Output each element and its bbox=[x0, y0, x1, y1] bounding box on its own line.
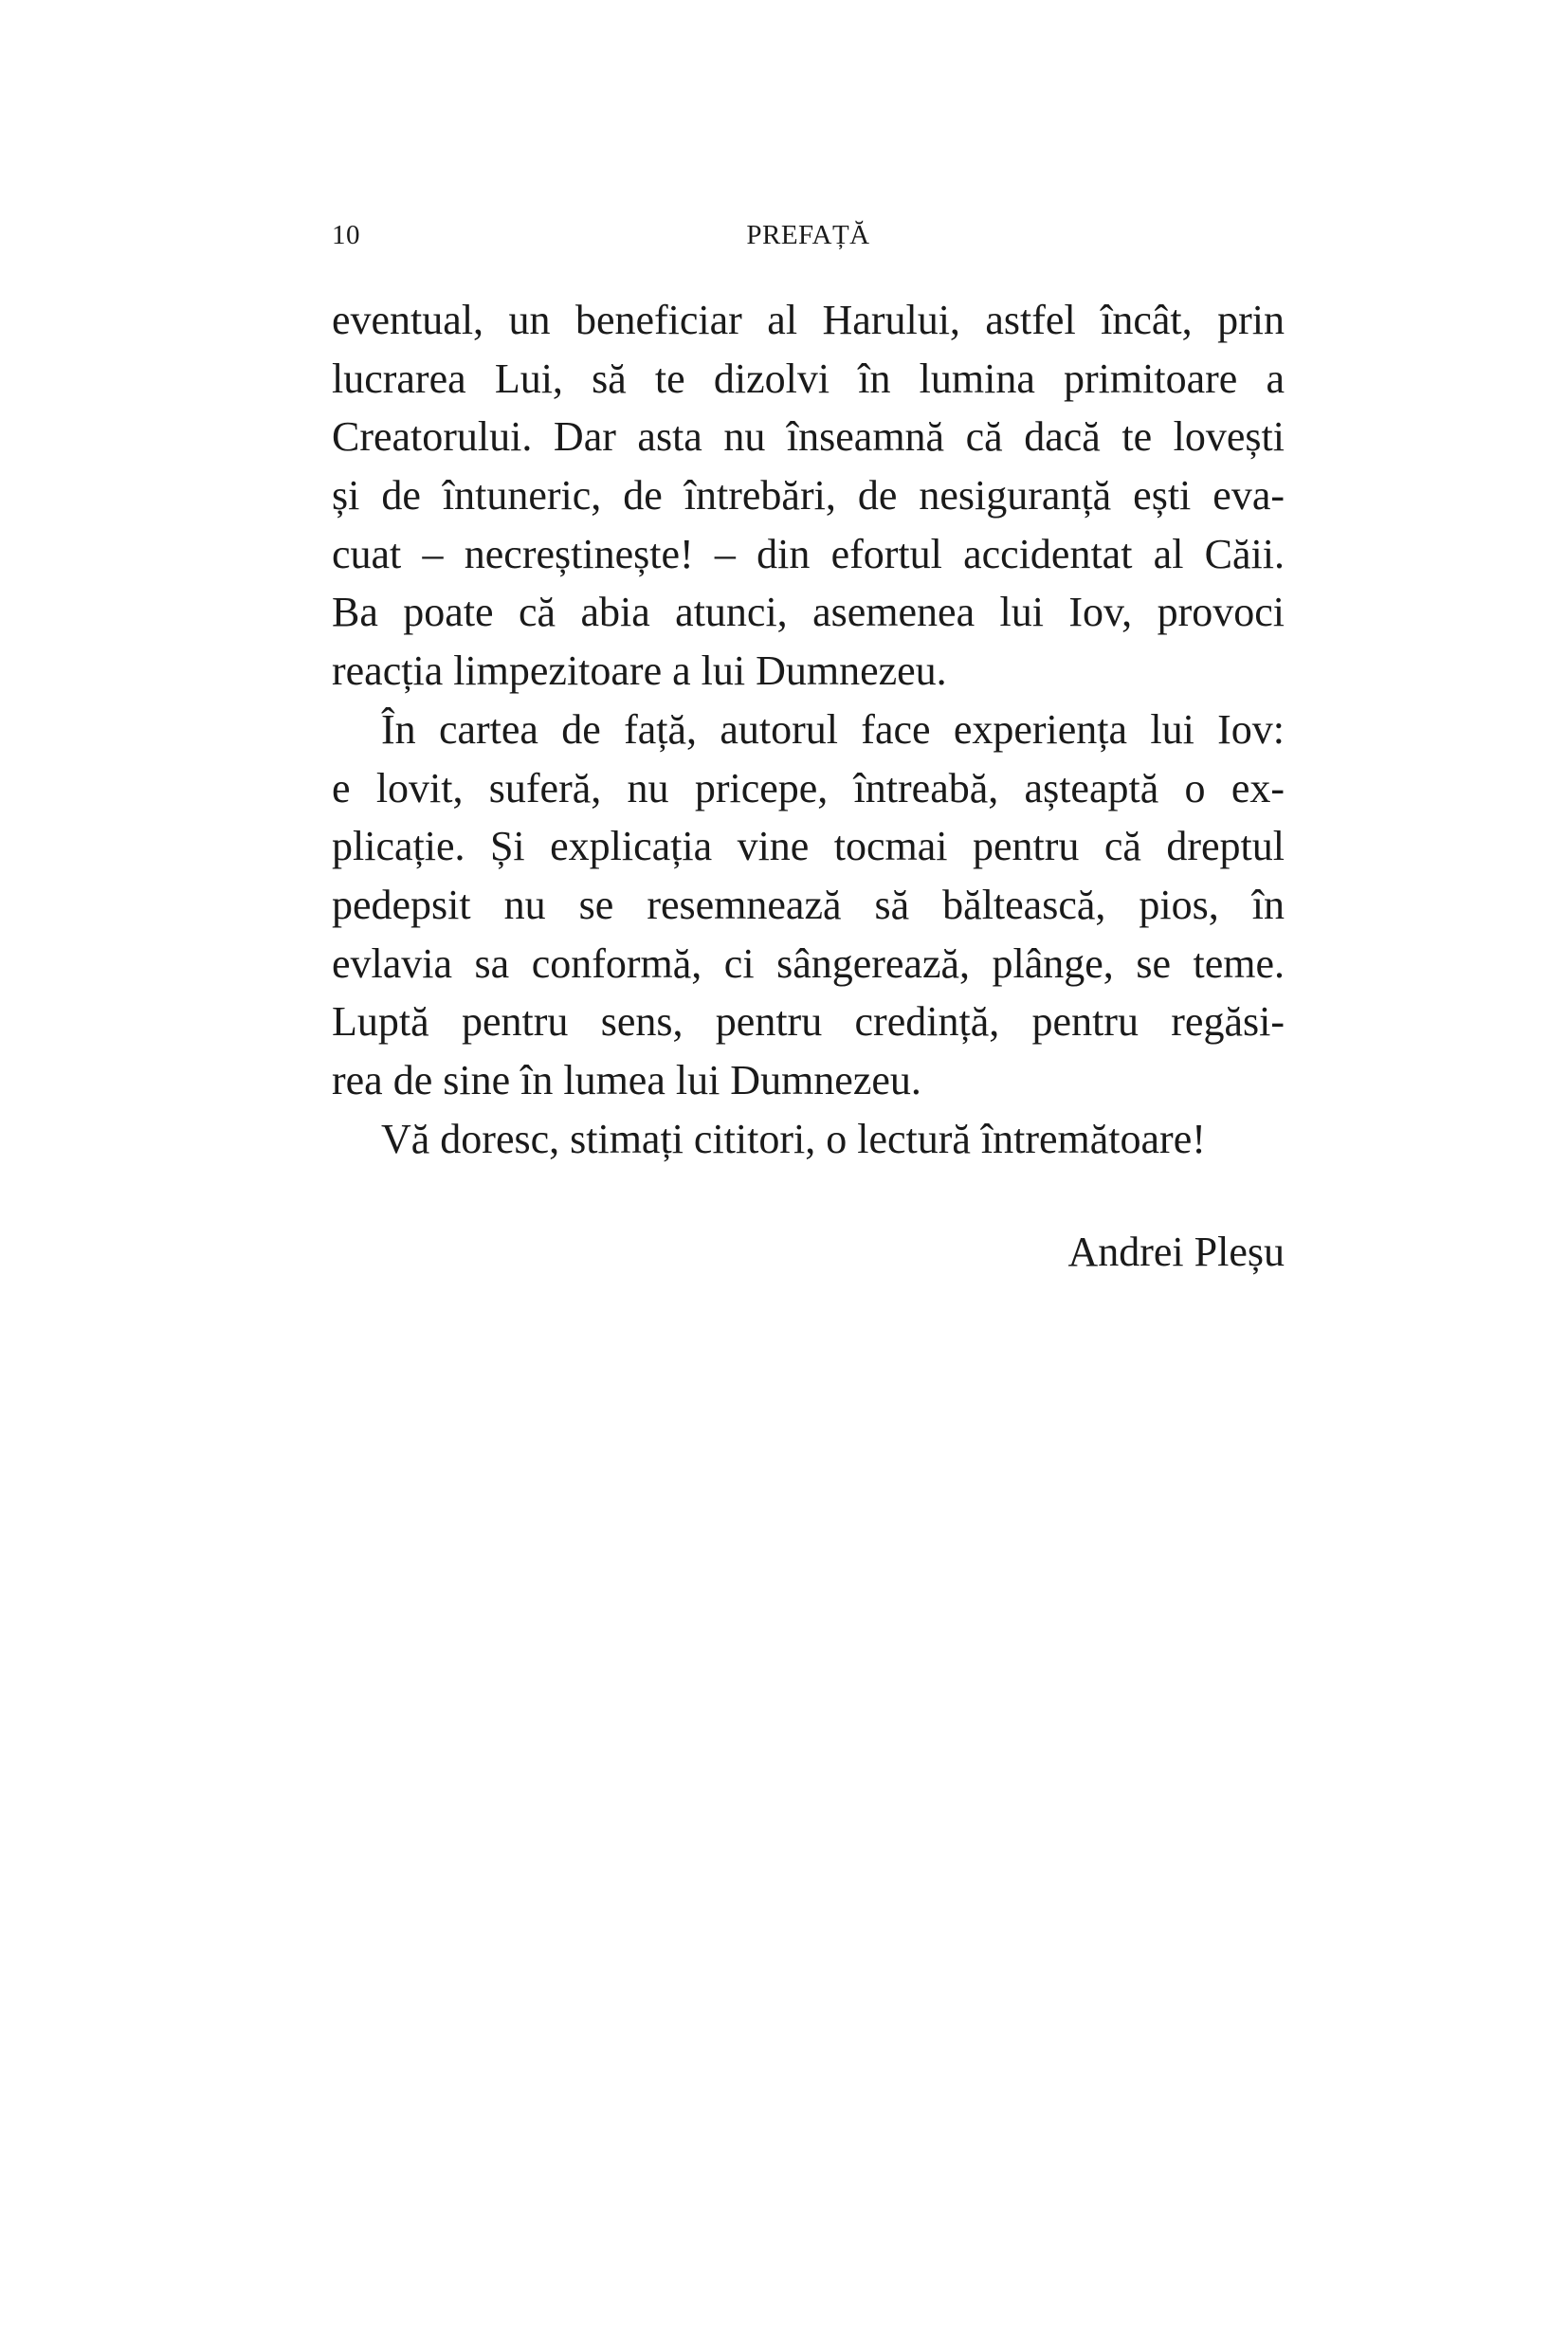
text-line: evlavia sa conformă, ci sângerează, plânge, se teme. bbox=[332, 939, 1285, 987]
text-line: Ba poate că abia atunci, asemenea lui Iov, provoci bbox=[332, 589, 1285, 636]
text-line: reacția limpezitoare a lui Dumnezeu. bbox=[332, 647, 947, 695]
text-line: eventual, un beneficiar al Harului, astfel încât, prin bbox=[332, 297, 1285, 343]
author-signature: Andrei Pleșu bbox=[1067, 1229, 1285, 1275]
text-line: rea de sine în lumea lui Dumnezeu. bbox=[332, 1056, 921, 1103]
text-line: Luptă pentru sens, pentru credință, pentru regăsi- bbox=[332, 998, 1285, 1046]
text-line: Vă doresc, stimați cititori, o lectură întremătoare! bbox=[381, 1115, 1206, 1162]
text-line: lucrarea Lui, să te dizolvi în lumina primitoare a bbox=[332, 355, 1285, 402]
text-line: Creatorului. Dar asta nu înseamnă că dacă te lovești bbox=[332, 413, 1285, 461]
text-line: și de întuneric, de întrebări, de nesiguranță ești eva- bbox=[332, 472, 1285, 519]
page-number: 10 bbox=[332, 220, 360, 250]
running-title: PREFAȚĂ bbox=[746, 220, 870, 250]
text-line: e lovit, suferă, nu pricepe, întreabă, așteaptă o ex- bbox=[332, 764, 1285, 811]
text-line: pedepsit nu se resemnează să băltească, pios, în bbox=[332, 881, 1285, 928]
text-line: În cartea de față, autorul face experiența lui Iov: bbox=[381, 705, 1285, 753]
preface-body bbox=[332, 291, 1285, 1168]
text-line: cuat – necreștinește! – din efortul accidentat al Căii. bbox=[332, 530, 1285, 577]
text-line: plicație. Și explicația vine tocmai pentru că dreptul bbox=[332, 823, 1285, 870]
